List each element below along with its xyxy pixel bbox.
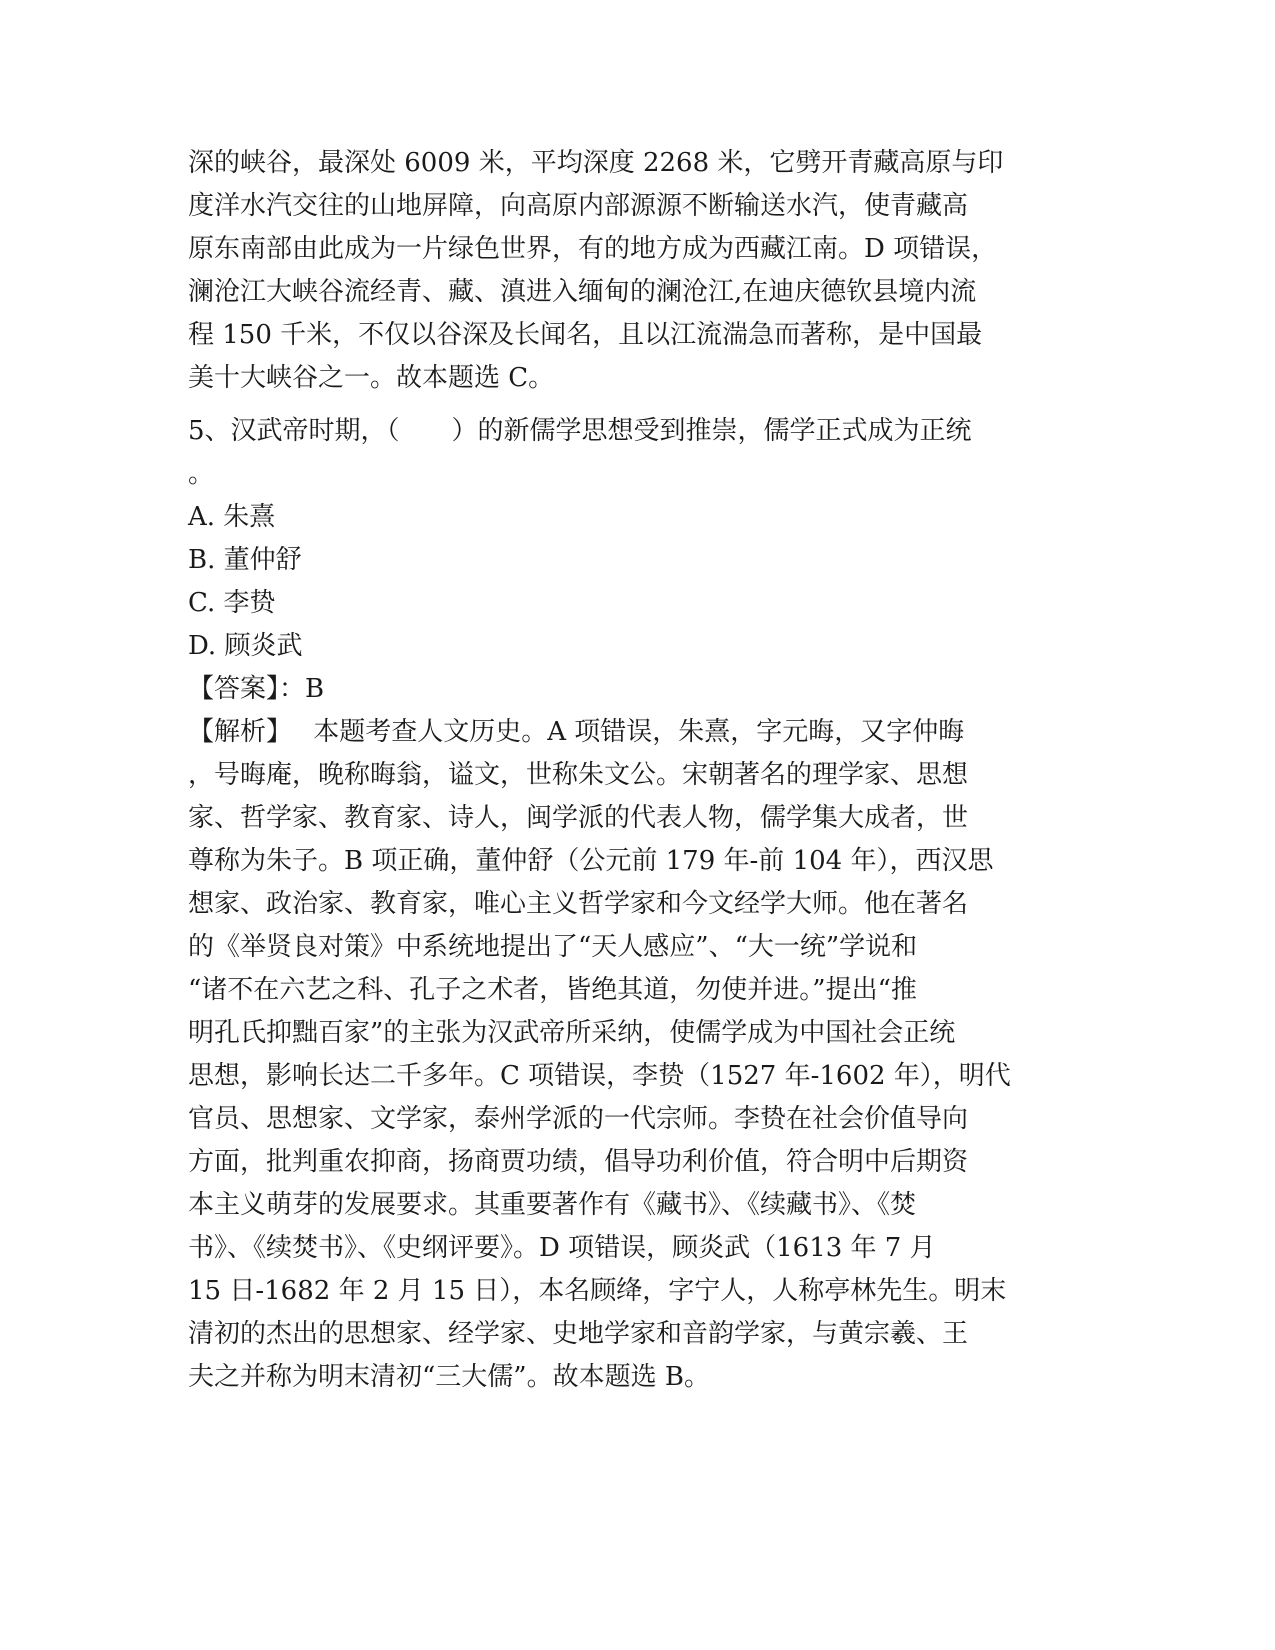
explanation-line: 方面，批判重农抑商，扬商贾功绩，倡导功利价值，符合明中后期资 <box>188 1147 969 1177</box>
explanation-line: 15 日-1682 年 2 月 15 日），本名顾绛，字宁人，人称亭林先生。明末 <box>188 1276 1007 1306</box>
explanation-line: 明孔氏抑黜百家”的主张为汉武帝所采纳，使儒学成为中国社会正统 <box>188 1018 956 1048</box>
option-d: D. 顾炎武 <box>188 631 303 661</box>
explanation-line: 书》、《续焚书》、《史纲评要》。D 项错误，顾炎武（1613 年 7 月 <box>188 1233 936 1263</box>
explanation-line: 家、哲学家、教育家、诗人，闽学派的代表人物，儒学集大成者，世 <box>188 803 969 833</box>
question-stem-line: 5、汉武帝时期，（ ）的新儒学思想受到推崇，儒学正式成为正统 <box>188 416 972 446</box>
explanation-line: 尊称为朱子。B 项正确，董仲舒（公元前 179 年-前 104 年），西汉思 <box>188 846 994 876</box>
text-line: 澜沧江大峡谷流经青、藏、滇进入缅甸的澜沧江,在迪庆德钦县境内流 <box>188 277 977 307</box>
explanation-line: 思想，影响长达二千多年。C 项错误，李贽（1527 年-1602 年），明代 <box>188 1061 1011 1091</box>
explanation-line: 官员、思想家、文学家，泰州学派的一代宗师。李贽在社会价值导向 <box>188 1104 969 1134</box>
explanation-line: 【解析】 本题考查人文历史。A 项错误，朱熹，字元晦，又字仲晦 <box>188 717 965 747</box>
answer-line: 【答案】：B <box>188 674 325 704</box>
explanation-line: ，号晦庵，晚称晦翁，谥文，世称朱文公。宋朝著名的理学家、思想 <box>188 760 969 790</box>
text-line: 程 150 千米，不仅以谷深及长闻名，且以江流湍急而著称，是中国最 <box>188 320 983 350</box>
text-line: 原东南部由此成为一片绿色世界，有的地方成为西藏江南。D 项错误， <box>188 234 998 264</box>
explanation-line: 夫之并称为明末清初“三大儒”。故本题选 B。 <box>188 1362 710 1392</box>
document-page <box>188 142 1078 1399</box>
explanation-line: 清初的杰出的思想家、经学家、史地学家和音韵学家，与黄宗羲、王 <box>188 1319 969 1349</box>
explanation-line: 的《举贤良对策》中系统地提出了“天人感应”、“大一统”学说和 <box>188 932 918 962</box>
option-a: A. 朱熹 <box>188 502 276 532</box>
explanation-line: 想家、政治家、教育家，唯心主义哲学家和今文经学大师。他在著名 <box>188 889 969 919</box>
previous-explanation-continuation <box>188 142 1078 400</box>
explanation-line: “诸不在六艺之科、孔子之术者，皆绝其道，勿使并进。”提出“推 <box>188 975 917 1005</box>
question-stem-line: 。 <box>188 459 215 489</box>
option-c: C. 李贽 <box>188 588 276 618</box>
question-5 <box>188 410 1078 1399</box>
explanation-line: 本主义萌芽的发展要求。其重要著作有《藏书》、《续藏书》、《焚 <box>188 1190 917 1220</box>
text-line: 度洋水汽交往的山地屏障，向高原内部源源不断输送水汽，使青藏高 <box>188 191 969 221</box>
text-line: 深的峡谷，最深处 6009 米，平均深度 2268 米，它劈开青藏高原与印 <box>188 148 1004 178</box>
text-line: 美十大峡谷之一。故本题选 C。 <box>188 363 555 393</box>
option-b: B. 董仲舒 <box>188 545 302 575</box>
explanation <box>188 711 1078 1399</box>
